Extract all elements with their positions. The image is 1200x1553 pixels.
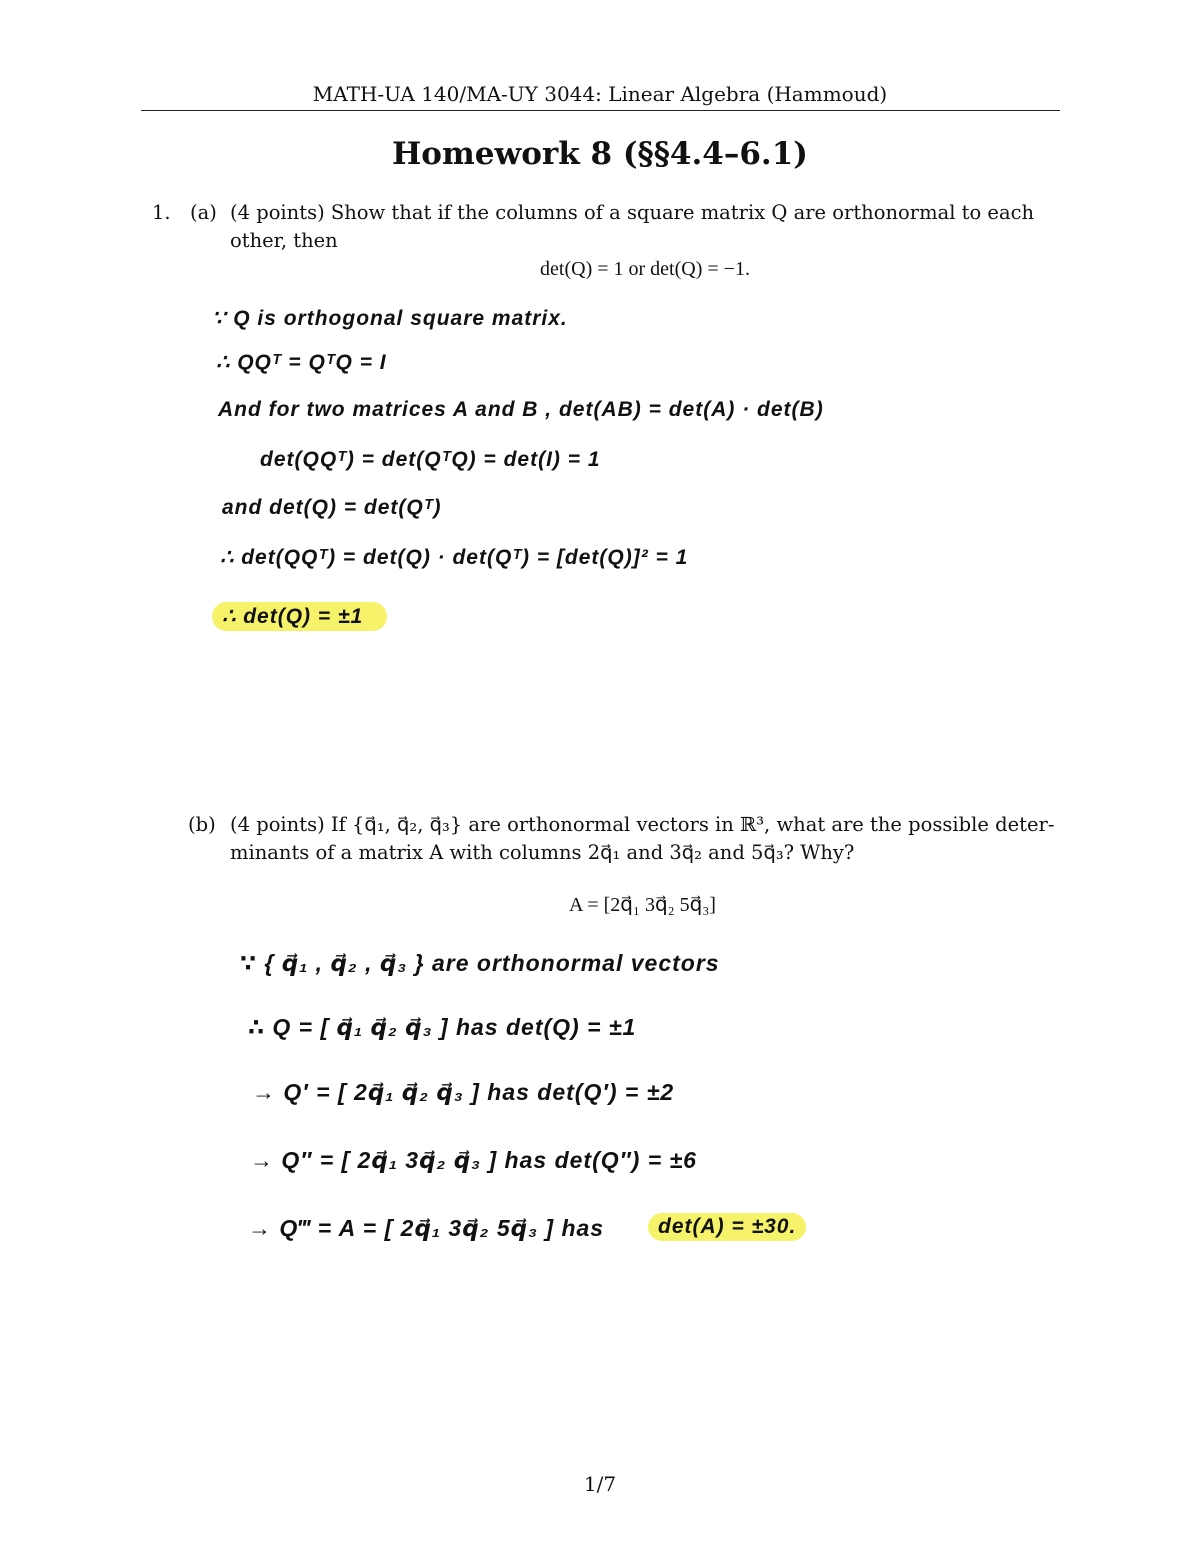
highlighted-answer-b: det(A) = ±30. bbox=[648, 1213, 806, 1241]
part-a-label: (a) bbox=[190, 201, 217, 224]
part-b-text-2: minants of a matrix A with columns 2q⃗₁ and 3q⃗₂ and 5q⃗₃? Why? bbox=[230, 841, 855, 864]
handwritten-line: → Q‴ = A = [ 2q⃗₁ 3q⃗₂ 5q⃗₃ ] has bbox=[248, 1215, 605, 1241]
part-b-equation: A = [2q⃗₁ 3q⃗₂ 5q⃗₃] bbox=[569, 894, 716, 916]
handwritten-line: ∴ Q = [ q⃗₁ q⃗₂ q⃗₃ ] has det(Q) = ±1 bbox=[248, 1014, 637, 1040]
course-header: MATH-UA 140/MA-UY 3044: Linear Algebra (Hammoud) bbox=[312, 82, 888, 106]
handwritten-line: ∴ det(QQᵀ) = det(Q) · det(Qᵀ) = [det(Q)]² = 1 bbox=[220, 546, 689, 569]
part-a-text-2: other, then bbox=[230, 229, 338, 252]
handwritten-line: and det(Q) = det(Qᵀ) bbox=[222, 496, 442, 519]
header-rule bbox=[141, 110, 1060, 111]
handwritten-line: ∵ { q⃗₁ , q⃗₂ , q⃗₃ } are orthonormal vectors bbox=[240, 950, 720, 976]
page-title: Homework 8 (§§4.4–6.1) bbox=[392, 136, 808, 172]
handwritten-line: → Q″ = [ 2q⃗₁ 3q⃗₂ q⃗₃ ] has det(Q″) = ±6 bbox=[250, 1147, 697, 1173]
page-number: 1/7 bbox=[583, 1472, 617, 1496]
problem-number: 1. bbox=[152, 201, 171, 224]
handwritten-line: ∴ QQᵀ = QᵀQ = I bbox=[216, 351, 387, 374]
handwritten-line: And for two matrices A and B , det(AB) = det(A) · det(B) bbox=[218, 398, 824, 421]
part-a-equation: det(Q) = 1 or det(Q) = −1. bbox=[540, 258, 750, 280]
highlighted-answer-a: ∴ det(Q) = ±1 bbox=[212, 602, 387, 631]
part-b-label: (b) bbox=[188, 813, 216, 836]
handwritten-line: ∵ Q is orthogonal square matrix. bbox=[212, 307, 568, 330]
part-a-text-1: (4 points) Show that if the columns of a square matrix Q are orthonormal to each bbox=[230, 201, 1035, 224]
part-b-text-1: (4 points) If {q⃗₁, q⃗₂, q⃗₃} are orthonormal vectors in ℝ³, what are the possible deter- bbox=[230, 813, 1055, 836]
handwritten-line: det(QQᵀ) = det(QᵀQ) = det(I) = 1 bbox=[260, 448, 601, 471]
handwritten-line: → Q′ = [ 2q⃗₁ q⃗₂ q⃗₃ ] has det(Q′) = ±2 bbox=[252, 1079, 675, 1105]
